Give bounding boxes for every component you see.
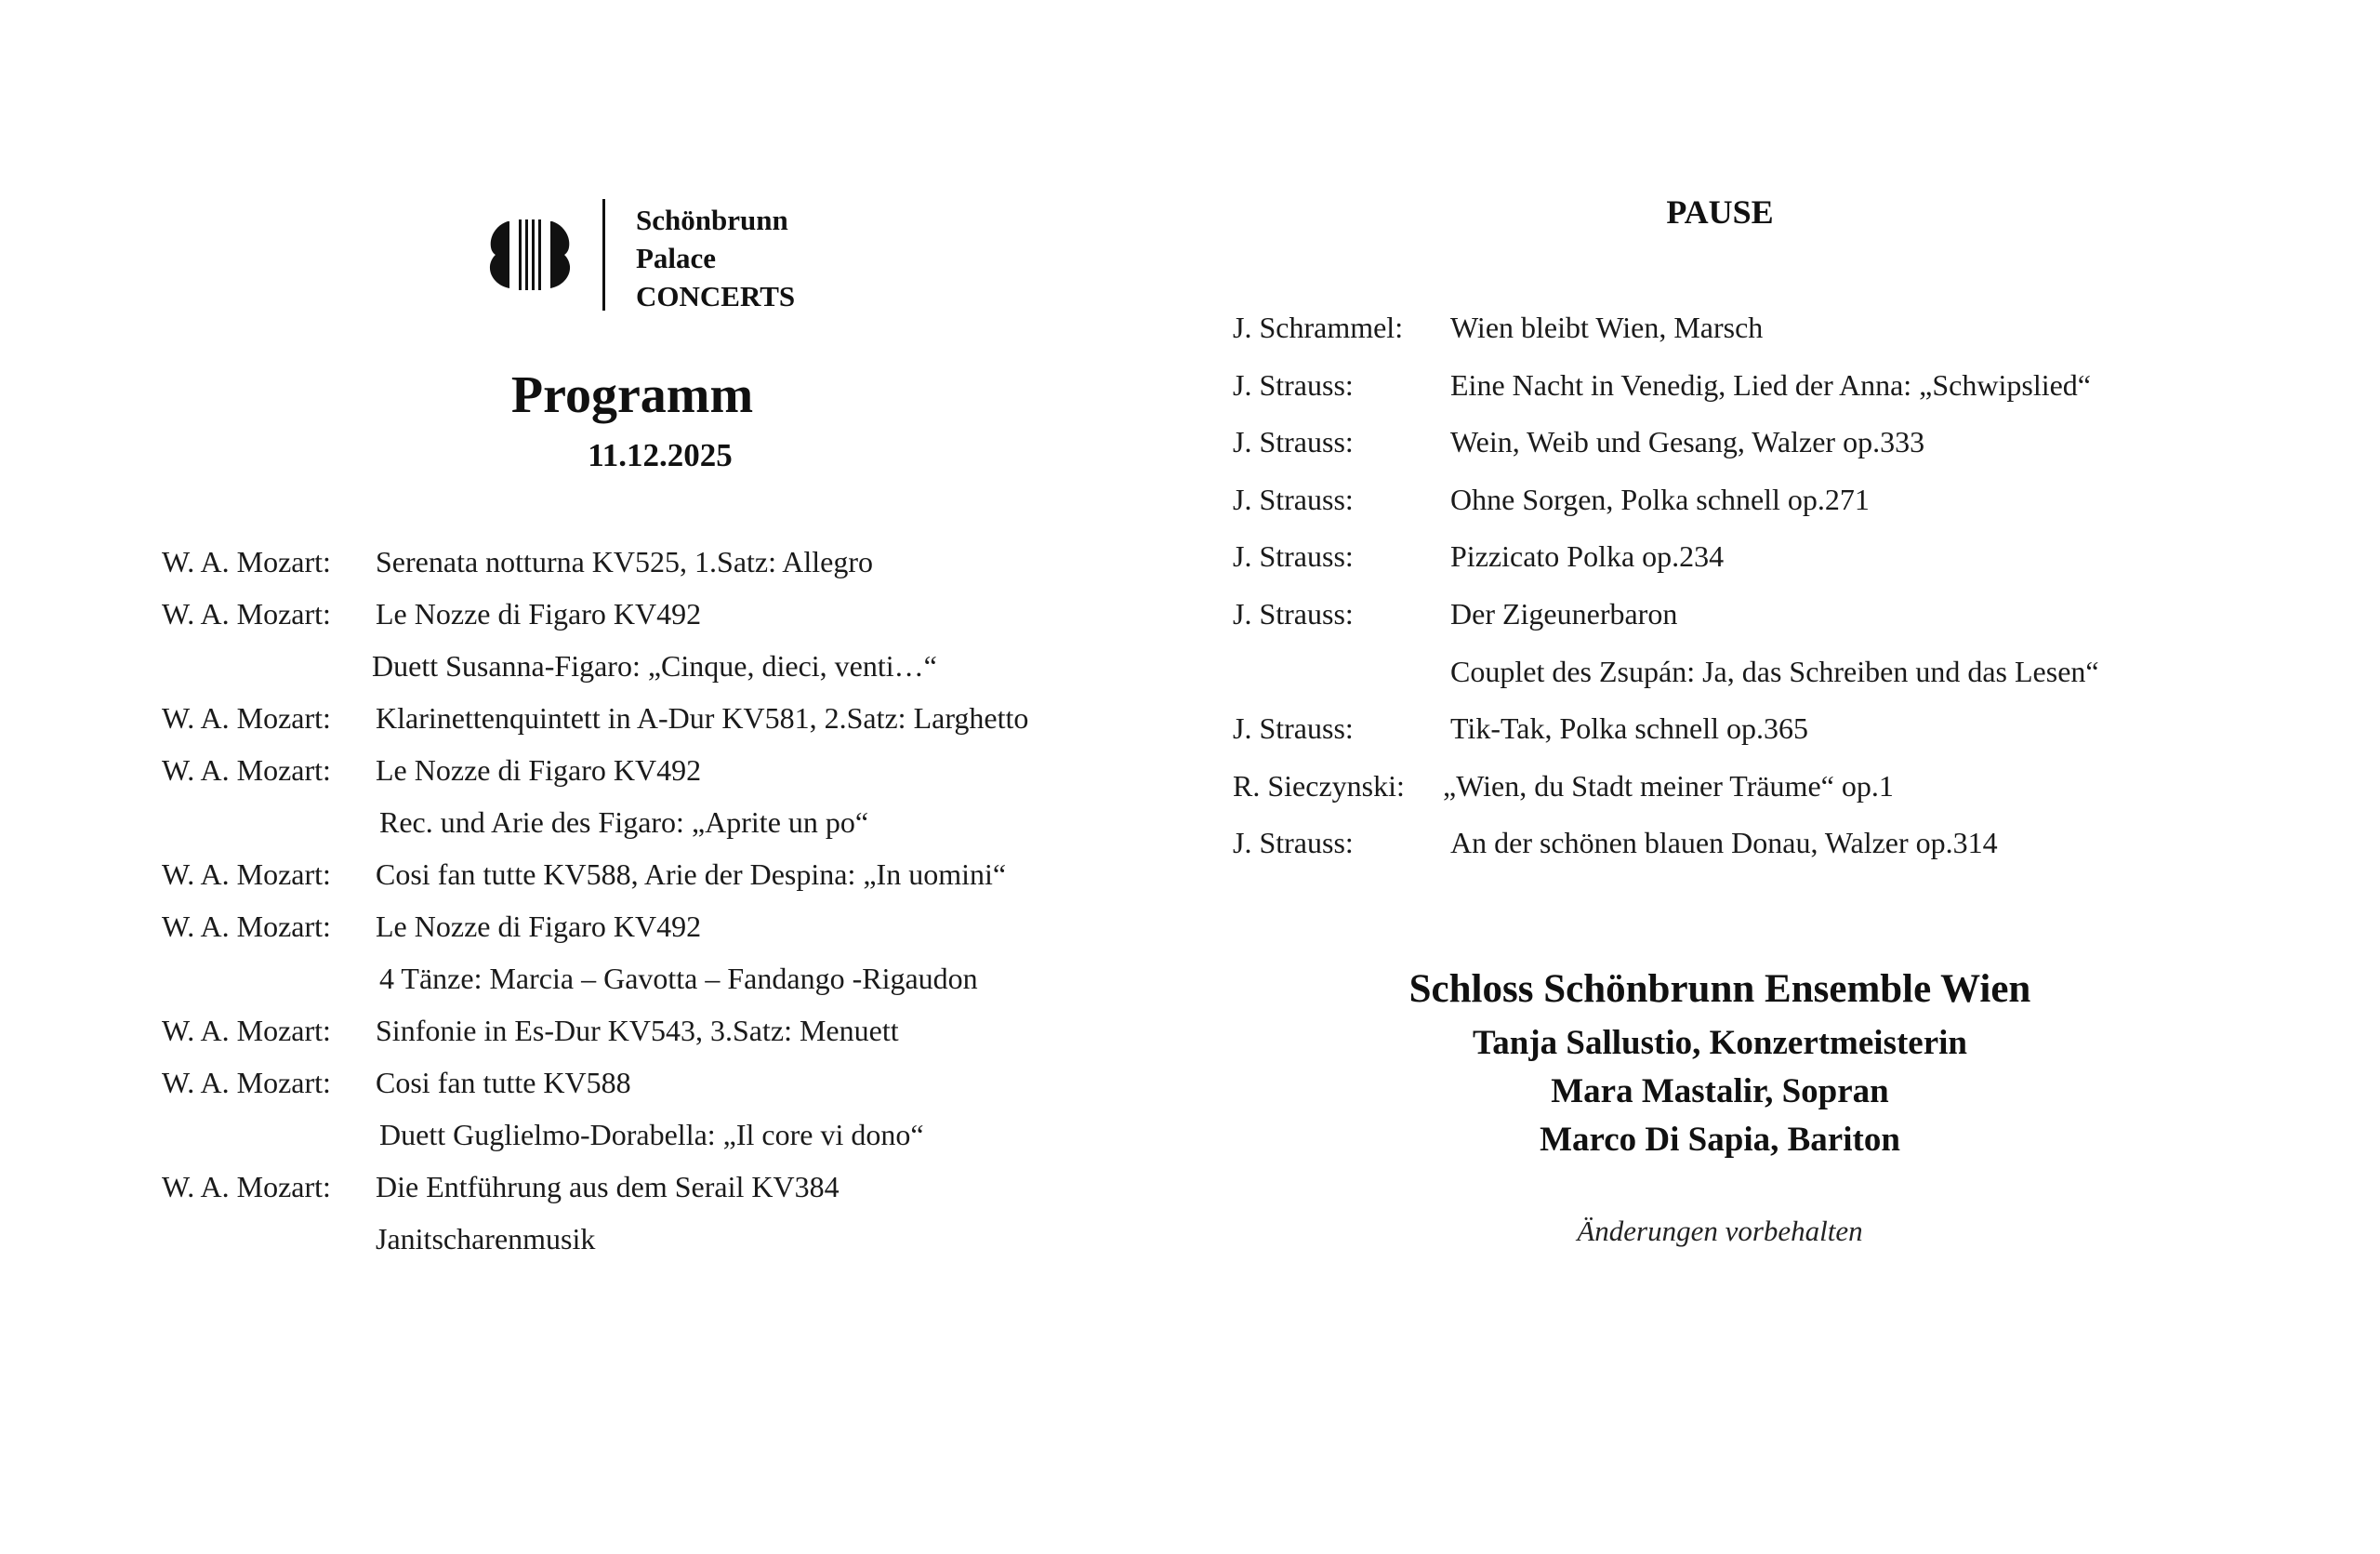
page-title: Programm (510, 366, 754, 424)
ensemble-member: Mara Mastalir, Sopran (1551, 1072, 1889, 1110)
work-title: Wien bleibt Wien, Marsch (1450, 311, 1764, 344)
program-row (1233, 586, 2218, 644)
program-row (162, 692, 1147, 744)
composer: J. Strauss: (1233, 711, 1354, 746)
program-list-part2 (1233, 299, 2218, 872)
program-row (162, 1109, 1147, 1161)
composer: W. A. Mozart: (162, 1170, 331, 1203)
pause-heading: PAUSE (1666, 193, 1774, 231)
violin-emblem-icon (487, 219, 573, 290)
work-title: Der Zigeunerbaron (1450, 596, 1678, 631)
work-title: Tik-Tak, Polka schnell op.365 (1450, 711, 1809, 746)
work-title: Ohne Sorgen, Polka schnell op.271 (1450, 482, 1870, 516)
ensemble-name: Schloss Schönbrunn Ensemble Wien (1408, 967, 2031, 1011)
program-row (162, 900, 1147, 952)
work-title: Duett Susanna-Figaro: „Cinque, dieci, venti…“ (372, 649, 937, 683)
program-row (1233, 528, 2218, 586)
program-list-part1 (162, 536, 1147, 1265)
work-title: An der schönen blauen Donau, Walzer op.314 (1450, 826, 1998, 860)
work-title: Klarinettenquintett in A-Dur KV581, 2.Satz: Larghetto (376, 701, 1029, 735)
program-row (1233, 472, 2218, 529)
composer: W. A. Mozart: (162, 701, 331, 735)
logo-wordmark (636, 201, 795, 315)
work-title: 4 Tänze: Marcia – Gavotta – Fandango -Rigaudon (379, 962, 978, 995)
ensemble-member: Marco Di Sapia, Bariton (1540, 1121, 1900, 1159)
logo-line-1: Schönbrunn (636, 204, 788, 236)
work-title: Die Entführung aus dem Serail KV384 (376, 1170, 840, 1203)
work-title: Le Nozze di Figaro KV492 (376, 597, 702, 631)
program-row (162, 1004, 1147, 1056)
work-title: Cosi fan tutte KV588 (376, 1066, 631, 1099)
composer: W. A. Mozart: (162, 753, 331, 787)
composer: R. Sieczynski: (1233, 768, 1405, 803)
program-row (162, 588, 1147, 640)
composer: J. Strauss: (1233, 425, 1354, 459)
composer: J. Schrammel: (1233, 311, 1404, 344)
composer: W. A. Mozart: (162, 1014, 331, 1047)
program-row (1233, 758, 2218, 816)
program-row (1233, 644, 2218, 701)
program-row (1233, 700, 2218, 758)
work-title: Wein, Weib und Gesang, Walzer op.333 (1450, 425, 1925, 459)
work-title: Eine Nacht in Venedig, Lied der Anna: „Schwipslied“ (1450, 367, 2091, 402)
work-title: Serenata notturna KV525, 1.Satz: Allegro (376, 545, 873, 578)
program-row (162, 536, 1147, 588)
work-title: Le Nozze di Figaro KV492 (376, 753, 702, 787)
logo-line-3: CONCERTS (636, 280, 796, 312)
composer: W. A. Mozart: (162, 545, 331, 578)
logo-divider (602, 199, 605, 311)
program-row (162, 1213, 1147, 1265)
composer: W. A. Mozart: (162, 910, 331, 943)
composer: J. Strauss: (1233, 539, 1354, 574)
program-row (1233, 815, 2218, 872)
composer: W. A. Mozart: (162, 857, 331, 891)
work-title: Sinfonie in Es-Dur KV543, 3.Satz: Menuett (376, 1014, 899, 1047)
ensemble-member: Tanja Sallustio, Konzertmeisterin (1472, 1024, 1968, 1062)
program-row (1233, 357, 2218, 415)
schoenbrunn-logo (487, 199, 840, 312)
program-row (162, 640, 1147, 692)
changes-disclaimer: Änderungen vorbehalten (1577, 1215, 1863, 1247)
work-title: Janitscharenmusik (376, 1222, 596, 1255)
program-row (1233, 299, 2218, 357)
program-row (162, 1056, 1147, 1109)
program-row (162, 796, 1147, 848)
program-row (162, 952, 1147, 1004)
program-row (1233, 414, 2218, 472)
work-title: Rec. und Arie des Figaro: „Aprite un po“ (379, 805, 869, 839)
program-row (162, 744, 1147, 796)
composer: J. Strauss: (1233, 826, 1354, 860)
composer: W. A. Mozart: (162, 1066, 331, 1099)
work-title: Pizzicato Polka op.234 (1450, 539, 1725, 574)
work-title: Couplet des Zsupán: Ja, das Schreiben und das Lesen“ (1450, 654, 2099, 688)
work-title: Le Nozze di Figaro KV492 (376, 910, 702, 943)
program-row (162, 1161, 1147, 1213)
composer: J. Strauss: (1233, 482, 1354, 516)
ensemble-block (1302, 960, 2138, 1164)
concert-date: 11.12.2025 (588, 437, 733, 473)
composer: J. Strauss: (1233, 596, 1354, 631)
logo-line-2: Palace (636, 242, 717, 274)
work-title: „Wien, du Stadt meiner Träume“ op.1 (1443, 768, 1894, 803)
program-row (162, 848, 1147, 900)
work-title: Duett Guglielmo-Dorabella: „Il core vi dono“ (379, 1118, 924, 1151)
work-title: Cosi fan tutte KV588, Arie der Despina: „In uomini“ (376, 857, 1007, 891)
composer: J. Strauss: (1233, 367, 1354, 402)
composer: W. A. Mozart: (162, 597, 331, 631)
